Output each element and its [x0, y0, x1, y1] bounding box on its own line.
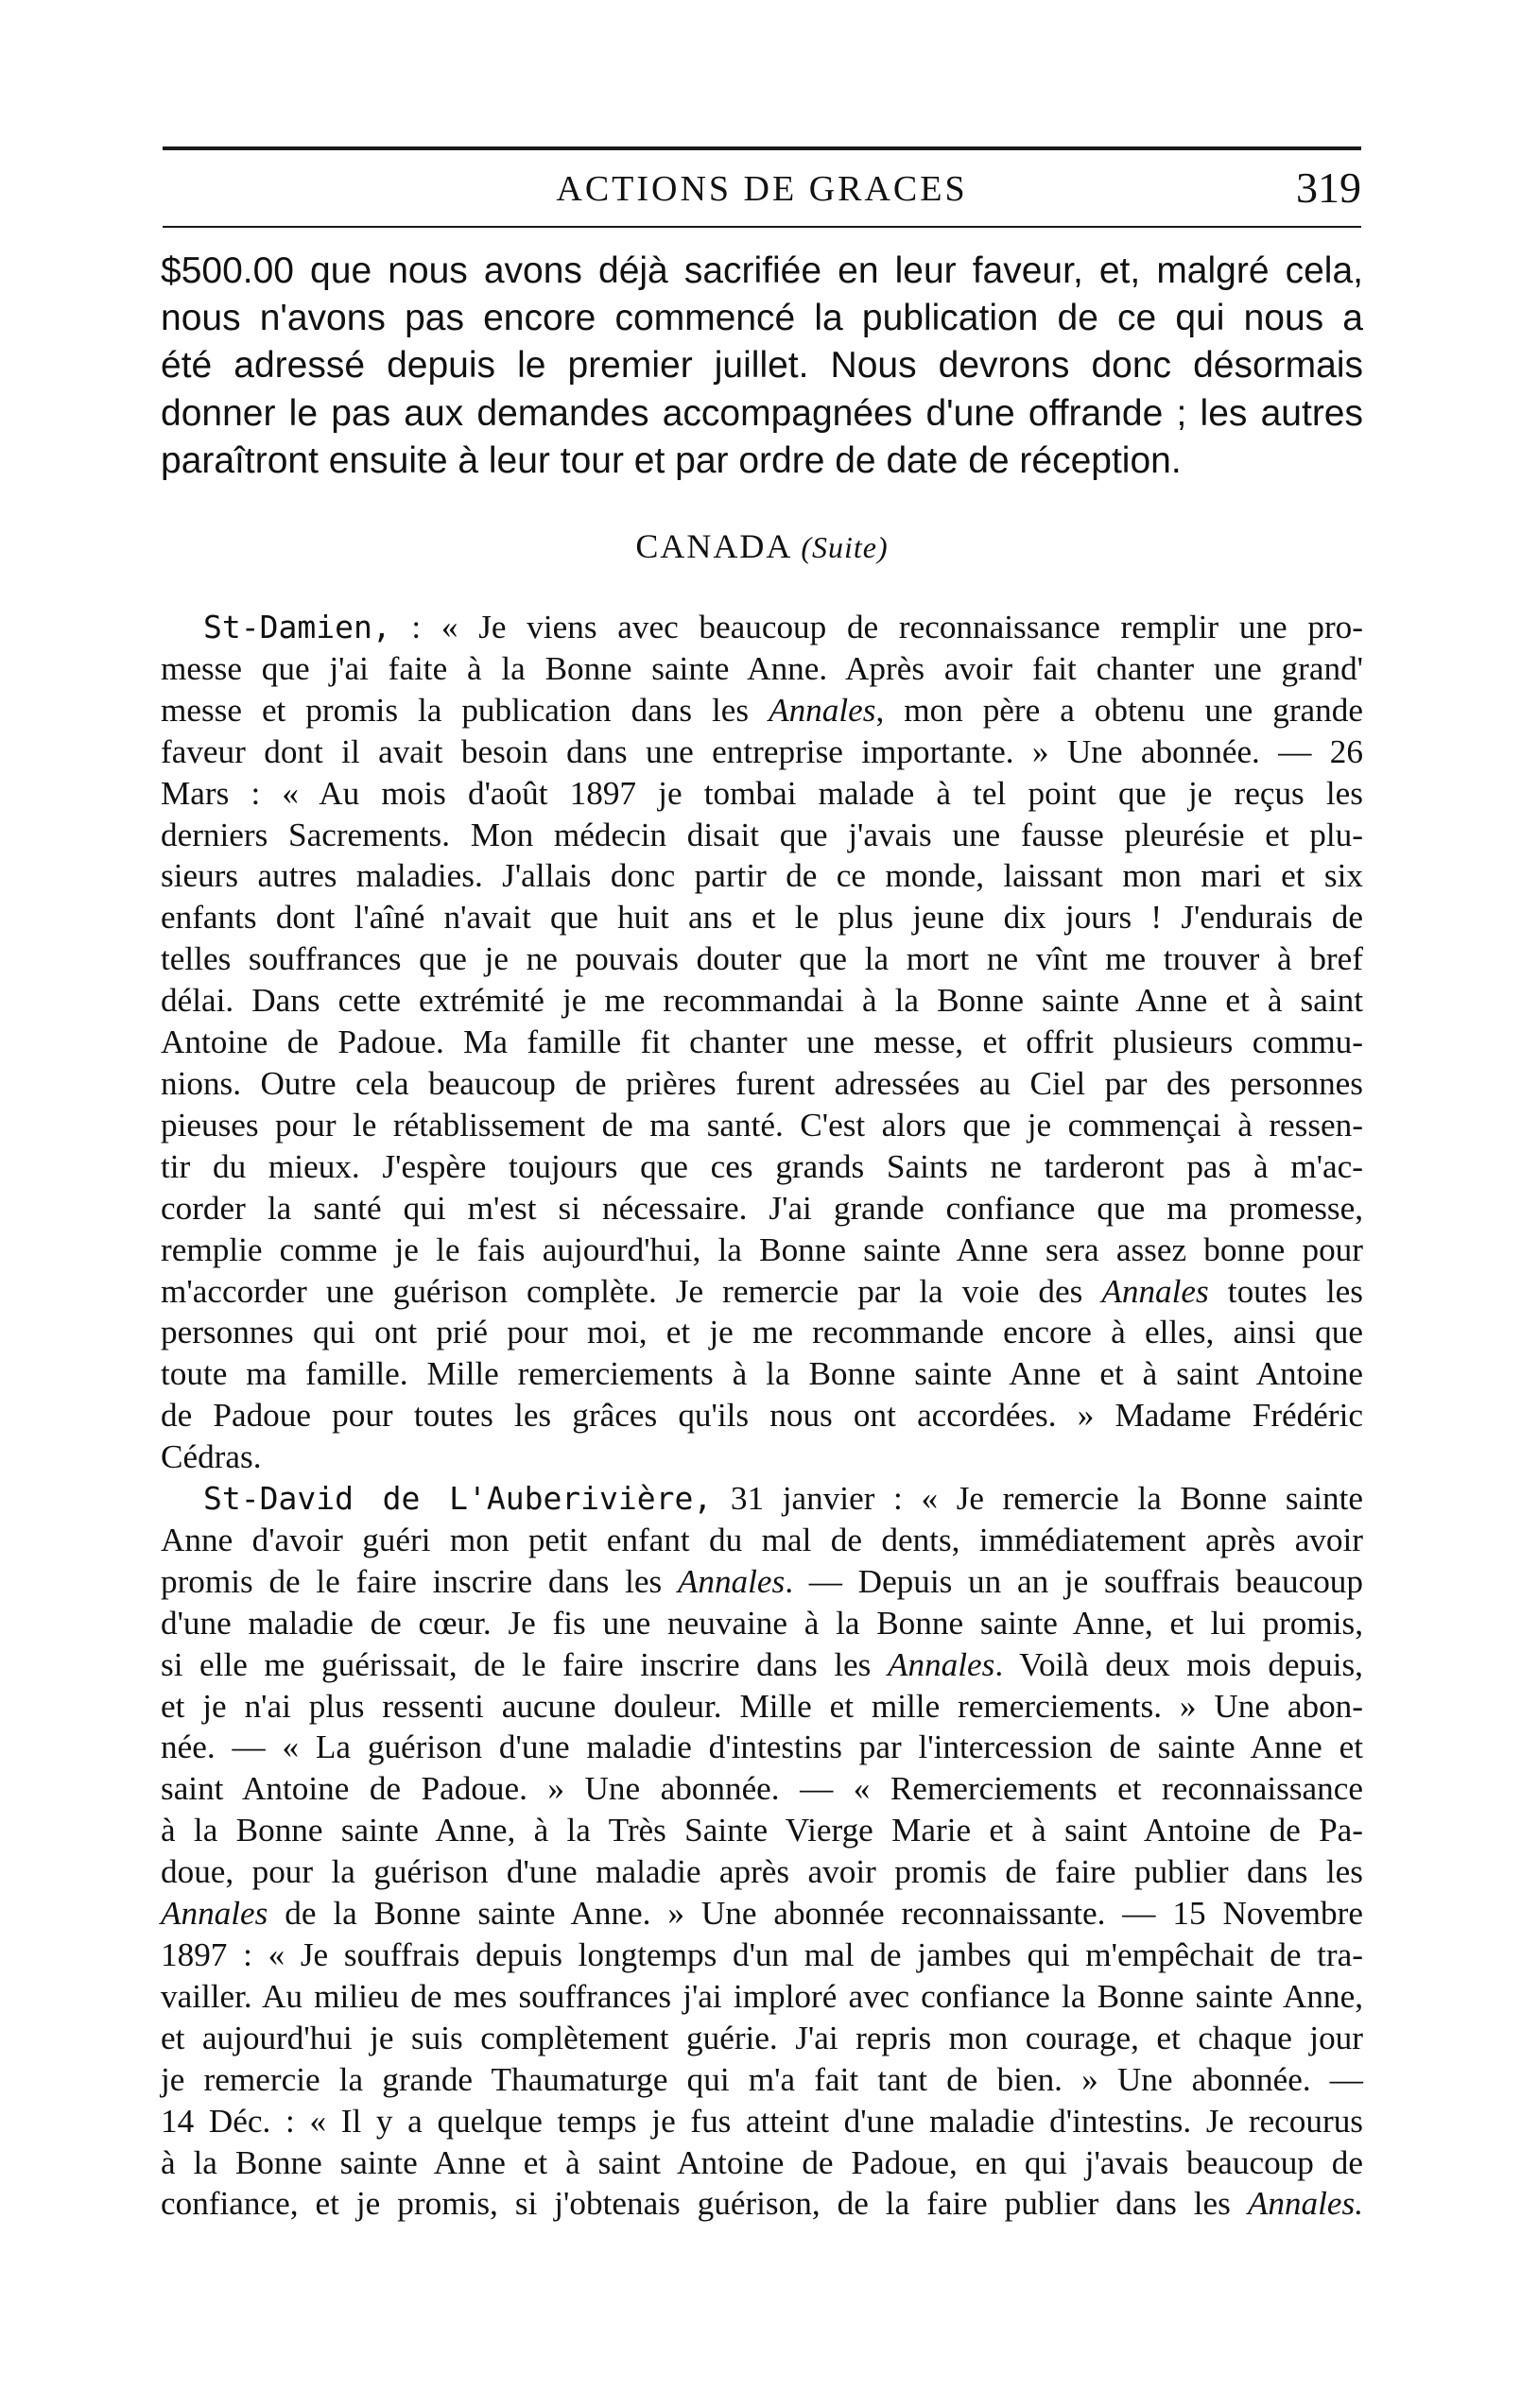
entry-line: derniers Sacrements. Mon médecin disait que j'avais une fausse pleurésie et plu-: [161, 816, 1363, 853]
entry-line: Anne d'avoir guéri mon petit enfant du mal de dents, immédiatement après avoir: [161, 1521, 1363, 1558]
entry-text: . — Depuis un an je souffrais beaucoup: [785, 1562, 1363, 1600]
header-rule-top: [163, 146, 1361, 150]
intro-line: été adressé depuis le premier juillet. Nous devrons donc désormais: [161, 345, 1363, 387]
entry-line: pieuses pour le rétablissement de ma santé. C'est alors que je commençai à ressen-: [161, 1106, 1363, 1144]
entry-text: . Voilà deux mois depuis,: [994, 1645, 1363, 1683]
entry-line: et je n'ai plus ressenti aucune douleur. Mille et mille remerciements. » Une abon-: [161, 1687, 1363, 1725]
entry-line: saint Antoine de Padoue. » Une abonnée. — « Remerciements et reconnaissance: [161, 1770, 1363, 1808]
entry-text: , mon père a obtenu une grande: [875, 691, 1363, 729]
entry-text: 31 janvier : « Je remercie la Bonne sainte: [712, 1480, 1363, 1518]
entry-line: 14 Déc. : « Il y a quelque temps je fus atteint d'une maladie d'intestins. Je recourus: [161, 2102, 1363, 2140]
entry-line: Mars : « Au mois d'août 1897 je tombai malade à tel point que je reçus les: [161, 774, 1363, 812]
entry-line: Antoine de Padoue. Ma famille fit chanter une messe, et offrit plusieurs commu-: [161, 1023, 1363, 1061]
intro-line: paraîtront ensuite à leur tour et par ordre de date de réception.: [161, 439, 1182, 481]
annales-title: Annales.: [1247, 2185, 1363, 2223]
entry-text: si elle me guérissait, de le faire inscrire dans les: [161, 1645, 888, 1683]
entry-line: Cédras.: [161, 1438, 262, 1476]
entry-line: 1897 : « Je souffrais depuis longtemps d'un mal de jambes qui m'empêchait de tra-: [161, 1936, 1363, 1973]
entry-line: [161, 1478, 1363, 1520]
entry-line: [161, 1893, 1363, 1935]
entry-line: délai. Dans cette extrémité je me recommandai à la Bonne sainte Anne et à saint: [161, 982, 1363, 1020]
running-head: [163, 163, 1361, 215]
entry-line: [161, 1644, 1363, 1686]
entry-place-name: St-David de L'Auberivière,: [203, 1480, 713, 1518]
entry-text: toutes les: [1208, 1272, 1363, 1310]
entry-line: et aujourd'hui je suis complètement guérie. J'ai repris mon courage, et chaque jour: [161, 2019, 1363, 2056]
entry-line: vailler. Au milieu de mes souffrances j'ai imploré avec confiance la Bonne sainte Anne,: [161, 1977, 1363, 2015]
entry-line: je remercie la grande Thaumaturge qui m'a fait tant de bien. » Une abonnée. —: [161, 2060, 1363, 2098]
entry-line: à la Bonne sainte Anne et à saint Antoine de Padoue, en qui j'avais beaucoup de: [161, 2143, 1363, 2181]
header-rule-bottom: [163, 226, 1361, 228]
entry-line: [161, 1561, 1363, 1603]
annales-title: Annales: [677, 1562, 786, 1600]
entry-line: d'une maladie de cœur. Je fis une neuvaine à la Bonne sainte Anne, et lui promis,: [161, 1604, 1363, 1642]
entry-line: sieurs autres maladies. J'allais donc partir de ce monde, laissant mon mari et six: [161, 857, 1363, 895]
entry-text: confiance, et je promis, si j'obtenais guérison, de la faire publier dans les: [161, 2185, 1248, 2223]
entries-block: [161, 607, 1363, 2225]
entry-line: tir du mieux. J'espère toujours que ces grands Saints ne tarderont pas à m'ac-: [161, 1147, 1363, 1185]
entry-line: [161, 1271, 1363, 1313]
entry-text: de la Bonne sainte Anne. » Une abonnée reconnaissante. — 15 Novembre: [268, 1895, 1363, 1933]
entry-line: corder la santé qui m'est si nécessaire. J'ai grande confiance que ma promesse,: [161, 1189, 1363, 1227]
entry-line: personnes qui ont prié pour moi, et je me recommande encore à elles, ainsi que: [161, 1314, 1363, 1351]
entry-line: nions. Outre cela beaucoup de prières furent adressées au Ciel par des personnes: [161, 1064, 1363, 1102]
annales-title: Annales: [1101, 1272, 1209, 1310]
intro-paragraph: [161, 248, 1363, 485]
entry-line: toute ma famille. Mille remerciements à la Bonne sainte Anne et à saint Antoine: [161, 1355, 1363, 1393]
section-heading-title: CANADA: [635, 527, 791, 565]
annales-title: Annales: [887, 1645, 995, 1683]
entry-text: m'accorder une guérison complète. Je remercie par la voie des: [161, 1272, 1102, 1310]
entry-text: promis de le faire inscrire dans les: [161, 1562, 678, 1600]
annales-title: Annales: [161, 1895, 268, 1933]
intro-line: nous n'avons pas encore commencé la publication de ce qui nous a: [161, 298, 1363, 339]
entry-line: née. — « La guérison d'une maladie d'intestins par l'intercession de sainte Anne et: [161, 1729, 1363, 1766]
entry-line: enfants dont l'aîné n'avait que huit ans et le plus jeune dix jours ! J'endurais de: [161, 899, 1363, 937]
section-heading: [161, 526, 1363, 566]
entry-line: à la Bonne sainte Anne, à la Très Sainte Vierge Marie et à saint Antoine de Pa-: [161, 1812, 1363, 1849]
page-number: 319: [1296, 163, 1361, 212]
section-heading-suffix: (Suite): [801, 530, 889, 564]
entry-line: [161, 690, 1363, 731]
intro-line: donner le pas aux demandes accompagnées d'une offrande ; les autres: [161, 392, 1363, 434]
entry-line: de Padoue pour toutes les grâces qu'ils nous ont accordées. » Madame Frédéric: [161, 1397, 1363, 1435]
entry-line: messe que j'ai faite à la Bonne sainte Anne. Après avoir fait chanter une grand': [161, 649, 1363, 687]
entry-place-name: St-Damien,: [203, 609, 391, 645]
entry-line: remplie comme je le fais aujourd'hui, la Bonne sainte Anne sera assez bonne pour: [161, 1230, 1363, 1268]
entry-st-damien: [161, 607, 1363, 1478]
entry-line: [161, 2183, 1363, 2225]
entry-line: telles souffrances que je ne pouvais douter que la mort ne vînt me trouver à bref: [161, 940, 1363, 978]
annales-title: Annales: [769, 691, 876, 729]
intro-line: $500.00 que nous avons déjà sacrifiée en leur faveur, et, malgré cela,: [161, 250, 1363, 291]
entry-text: messe et promis la publication dans les: [161, 691, 769, 729]
entry-line: [161, 607, 1363, 648]
running-head-title: ACTIONS DE GRACES: [556, 169, 968, 209]
entry-st-david: [161, 1478, 1363, 2225]
entry-line: faveur dont il avait besoin dans une entreprise importante. » Une abonnée. — 26: [161, 732, 1363, 770]
entry-line: doue, pour la guérison d'une maladie après avoir promis de faire publier dans les: [161, 1853, 1363, 1891]
entry-text: : « Je viens avec beaucoup de reconnaissance remplir une pro-: [390, 609, 1363, 645]
